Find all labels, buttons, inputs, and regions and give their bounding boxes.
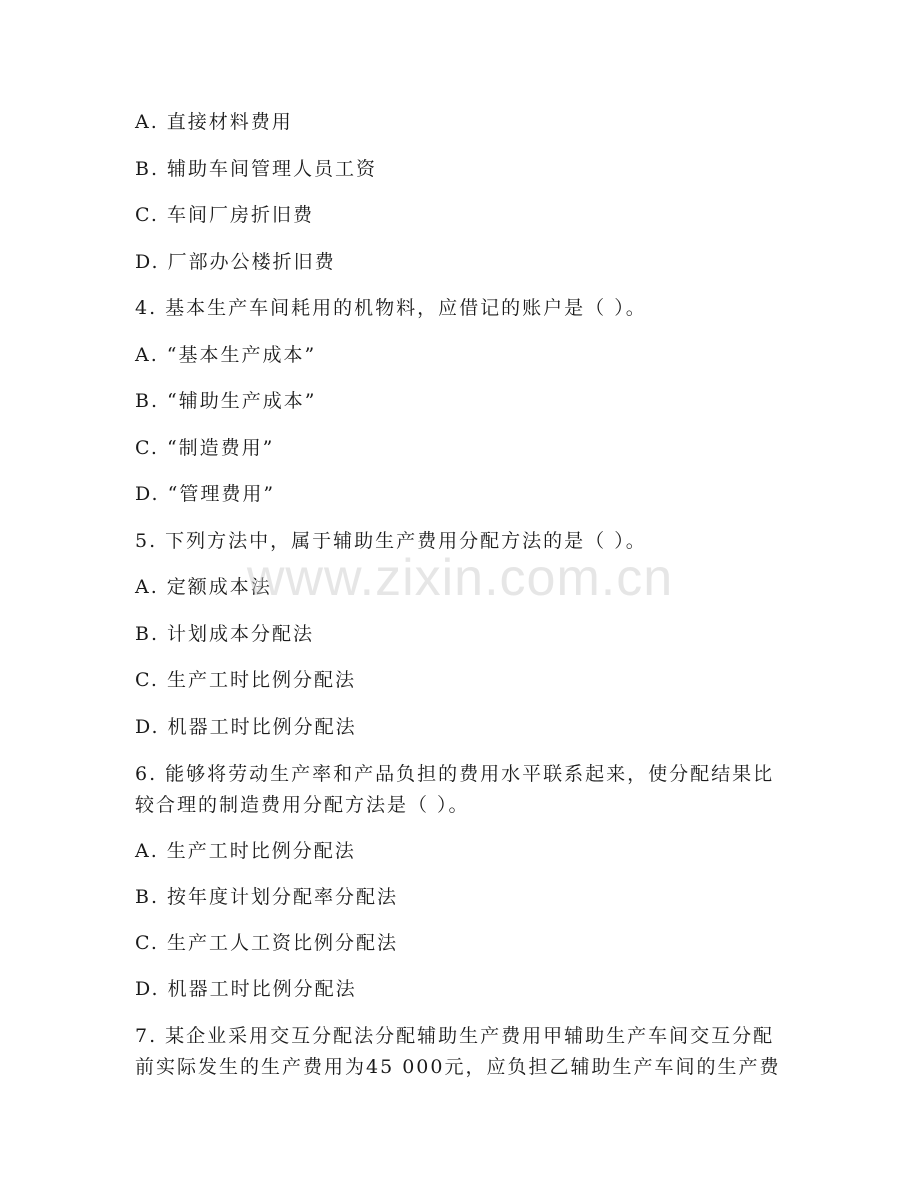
option-c-q4: C. “制造费用” <box>135 437 275 459</box>
question-5: 5. 下列方法中，属于辅助生产费用分配方法的是（ ）。 <box>135 530 647 552</box>
question-6-line-2: 较合理的制造费用分配方法是（ ）。 <box>135 794 470 816</box>
option-a-q4: A. “基本生产成本” <box>135 344 317 366</box>
option-b-q6: B. 按年度计划分配率分配法 <box>135 886 399 908</box>
option-b-q5: B. 计划成本分配法 <box>135 623 315 645</box>
option-b-q4: B. “辅助生产成本” <box>135 390 317 412</box>
option-d-q5: D. 机器工时比例分配法 <box>135 716 357 738</box>
option-a-q3: A. 直接材料费用 <box>135 111 293 133</box>
option-c-q6: C. 生产工人工资比例分配法 <box>135 932 398 954</box>
option-a-q6: A. 生产工时比例分配法 <box>135 840 356 862</box>
option-d-q4: D. “管理费用” <box>135 483 276 505</box>
option-c-q3: C. 车间厂房折旧费 <box>135 204 314 226</box>
option-d-q3: D. 厂部办公楼折旧费 <box>135 251 336 273</box>
option-b-q3: B. 辅助车间管理人员工资 <box>135 158 378 180</box>
question-7-line-2: 前实际发生的生产费用为45 000元，应负担乙辅助生产车间的生产费 <box>135 1056 781 1078</box>
option-a-q5: A. 定额成本法 <box>135 576 272 598</box>
option-d-q6: D. 机器工时比例分配法 <box>135 978 357 1000</box>
watermark: www.zixin.com.cn <box>246 549 674 607</box>
question-6-line-1: 6. 能够将劳动生产率和产品负担的费用水平联系起来，使分配结果比 <box>135 763 775 785</box>
question-7-line-1: 7. 某企业采用交互分配法分配辅助生产费用甲辅助生产车间交互分配 <box>135 1025 775 1047</box>
option-c-q5: C. 生产工时比例分配法 <box>135 669 356 691</box>
question-4: 4. 基本生产车间耗用的机物料，应借记的账户是（ ）。 <box>135 297 647 319</box>
